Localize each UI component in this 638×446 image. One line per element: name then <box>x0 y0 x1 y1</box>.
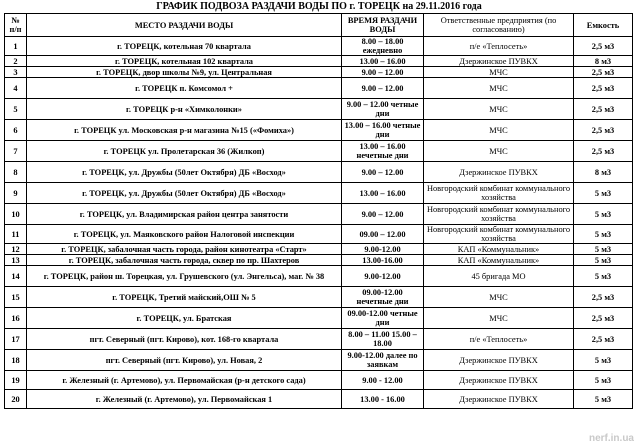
cell-volume: 2,5 м3 <box>574 141 633 162</box>
cell-volume: 5 м3 <box>574 255 633 266</box>
cell-volume: 5 м3 <box>574 371 633 390</box>
cell-num: 5 <box>5 99 27 120</box>
cell-volume: 5 м3 <box>574 204 633 225</box>
cell-org: Новгородский комбинат коммунального хозяйства <box>424 183 574 204</box>
cell-time: 9.00 – 12.00 <box>342 162 424 183</box>
cell-place: г. ТОРЕЦК, район ш. Торецкая, ул. Грушевского (ул. Энгельса), маг. № 38 <box>27 266 342 287</box>
cell-org: МЧС <box>424 99 574 120</box>
cell-org: Дзержинское ПУВКХ <box>424 350 574 371</box>
cell-org: п/е «Теплосеть» <box>424 37 574 56</box>
table-row <box>5 99 633 120</box>
cell-time: 9.00-12.00 далее по заявкам <box>342 350 424 371</box>
cell-volume: 2,5 м3 <box>574 78 633 99</box>
table-row <box>5 67 633 78</box>
table-row <box>5 56 633 67</box>
cell-place: г. ТОРЕЦК п. Комсомол + <box>27 78 342 99</box>
cell-volume: 2,5 м3 <box>574 308 633 329</box>
cell-time: 8.00 – 11.00 15.00 – 18.00 <box>342 329 424 350</box>
cell-place: г. Железный (г. Артемово), ул. Первомайская (р-н детского сада) <box>27 371 342 390</box>
cell-org: МЧС <box>424 67 574 78</box>
cell-org: КАП «Коммунальник» <box>424 244 574 255</box>
watermark: nerf.in.ua <box>588 433 634 444</box>
header-num: № п/п <box>5 14 27 37</box>
table-row <box>5 141 633 162</box>
table-row <box>5 37 633 56</box>
header-place: МЕСТО РАЗДАЧИ ВОДЫ <box>27 14 342 37</box>
cell-time: 9.00 – 12.00 <box>342 78 424 99</box>
cell-num: 15 <box>5 287 27 308</box>
page-title: ГРАФИК ПОДВОЗА РАЗДАЧИ ВОДЫ ПО г. ТОРЕЦК на 29.11.2016 года <box>156 1 482 12</box>
cell-place: г. ТОРЕЦК р-н «Химколонки» <box>27 99 342 120</box>
cell-place: г. ТОРЕЦК, котельная 102 квартала <box>27 56 342 67</box>
cell-num: 9 <box>5 183 27 204</box>
cell-place: г. ТОРЕЦК, ул. Братская <box>27 308 342 329</box>
cell-org: Новгородский комбинат коммунального хозяйства <box>424 204 574 225</box>
table-row <box>5 287 633 308</box>
cell-org: Дзержинское ПУВКХ <box>424 390 574 409</box>
cell-place: г. ТОРЕЦК, ул. Дружбы (50лет Октября) ДБ «Восход» <box>27 183 342 204</box>
cell-volume: 5 м3 <box>574 266 633 287</box>
cell-time: 9.00 – 12.00 четные дни <box>342 99 424 120</box>
cell-org: МЧС <box>424 120 574 141</box>
cell-place: г. ТОРЕЦК, забалочная часть города, район кинотеатра «Старт» <box>27 244 342 255</box>
cell-num: 6 <box>5 120 27 141</box>
table-row <box>5 371 633 390</box>
cell-time: 09.00 – 12.00 <box>342 225 424 244</box>
cell-org: Дзержинское ПУВКХ <box>424 56 574 67</box>
cell-org: Дзержинское ПУВКХ <box>424 162 574 183</box>
cell-volume: 2,5 м3 <box>574 67 633 78</box>
cell-num: 11 <box>5 225 27 244</box>
cell-time: 9.00 – 12.00 <box>342 204 424 225</box>
cell-time: 13.00 – 16.00 <box>342 183 424 204</box>
cell-volume: 2,5 м3 <box>574 287 633 308</box>
cell-place: пгт. Северный (пгт. Кирово), кот. 168-го квартала <box>27 329 342 350</box>
cell-volume: 2,5 м3 <box>574 329 633 350</box>
cell-num: 1 <box>5 37 27 56</box>
cell-volume: 5 м3 <box>574 390 633 409</box>
table-row <box>5 266 633 287</box>
cell-org: п/е «Теплосеть» <box>424 329 574 350</box>
cell-num: 4 <box>5 78 27 99</box>
cell-time: 13.00 - 16.00 <box>342 390 424 409</box>
cell-place: г. ТОРЕЦК, ул. Владимирская район центра занятости <box>27 204 342 225</box>
table-row <box>5 183 633 204</box>
cell-org: 45 бригада МО <box>424 266 574 287</box>
cell-org: КАП «Коммунальник» <box>424 255 574 266</box>
table-header-row <box>5 14 633 37</box>
table-row <box>5 120 633 141</box>
cell-place: г. ТОРЕЦК, котельная 70 квартала <box>27 37 342 56</box>
cell-volume: 5 м3 <box>574 225 633 244</box>
table-row <box>5 78 633 99</box>
cell-num: 20 <box>5 390 27 409</box>
cell-volume: 2,5 м3 <box>574 99 633 120</box>
cell-num: 13 <box>5 255 27 266</box>
cell-place: г. ТОРЕЦК, Третий майский,ОШ № 5 <box>27 287 342 308</box>
cell-volume: 8 м3 <box>574 162 633 183</box>
header-org: Ответственные предприятия (по согласованию) <box>424 14 574 37</box>
cell-place: г. ТОРЕЦК, забалочная часть города, сквер по пр. Шахтеров <box>27 255 342 266</box>
cell-volume: 8 м3 <box>574 56 633 67</box>
cell-time: 9.00 – 12.00 <box>342 67 424 78</box>
cell-place: г. Железный (г. Артемово), ул. Первомайская 1 <box>27 390 342 409</box>
cell-time: 9.00-12.00 <box>342 266 424 287</box>
cell-time: 09.00-12.00 четные дни <box>342 308 424 329</box>
cell-org: МЧС <box>424 141 574 162</box>
water-schedule-table <box>4 13 633 409</box>
cell-num: 8 <box>5 162 27 183</box>
cell-volume: 2,5 м3 <box>574 37 633 56</box>
table-row <box>5 350 633 371</box>
table-row <box>5 390 633 409</box>
table-row <box>5 308 633 329</box>
cell-num: 12 <box>5 244 27 255</box>
cell-time: 13.00 – 16.00 нечетные дни <box>342 141 424 162</box>
cell-org: МЧС <box>424 287 574 308</box>
cell-volume: 5 м3 <box>574 350 633 371</box>
cell-time: 9.00-12.00 <box>342 244 424 255</box>
header-volume: Емкость <box>574 14 633 37</box>
cell-place: г. ТОРЕЦК ул. Московская р-н магазина №15 («Фомиха») <box>27 120 342 141</box>
cell-num: 10 <box>5 204 27 225</box>
cell-org: Дзержинское ПУВКХ <box>424 371 574 390</box>
cell-org: МЧС <box>424 308 574 329</box>
cell-place: г. ТОРЕЦК, ул. Маяковского район Налоговой инспекции <box>27 225 342 244</box>
cell-place: пгт. Северный (пгт. Кирово), ул. Новая, 2 <box>27 350 342 371</box>
cell-num: 7 <box>5 141 27 162</box>
cell-time: 09.00-12.00 нечетные дни <box>342 287 424 308</box>
header-time: ВРЕМЯ РАЗДАЧИ ВОДЫ <box>342 14 424 37</box>
cell-org: Новгородский комбинат коммунального хозяйства <box>424 225 574 244</box>
cell-org: МЧС <box>424 78 574 99</box>
cell-time: 9.00 - 12.00 <box>342 371 424 390</box>
cell-volume: 5 м3 <box>574 183 633 204</box>
cell-place: г. ТОРЕЦК ул. Пролетарская 36 (Жилкоп) <box>27 141 342 162</box>
cell-num: 2 <box>5 56 27 67</box>
cell-num: 3 <box>5 67 27 78</box>
cell-place: г. ТОРЕЦК, ул. Дружбы (50лет Октября) ДБ «Восход» <box>27 162 342 183</box>
cell-time: 13.00 – 16.00 четные дни <box>342 120 424 141</box>
cell-num: 18 <box>5 350 27 371</box>
cell-num: 14 <box>5 266 27 287</box>
cell-volume: 5 м3 <box>574 244 633 255</box>
cell-time: 13.00 – 16.00 <box>342 56 424 67</box>
table-row <box>5 244 633 255</box>
cell-num: 17 <box>5 329 27 350</box>
cell-num: 19 <box>5 371 27 390</box>
table-row <box>5 225 633 244</box>
cell-volume: 2,5 м3 <box>574 120 633 141</box>
table-row <box>5 255 633 266</box>
table-row <box>5 204 633 225</box>
cell-place: г. ТОРЕЦК, двор школы №9, ул. Центральная <box>27 67 342 78</box>
cell-num: 16 <box>5 308 27 329</box>
table-row <box>5 329 633 350</box>
cell-time: 13.00-16.00 <box>342 255 424 266</box>
cell-time: 8.00 – 18.00 ежедневно <box>342 37 424 56</box>
table-row <box>5 162 633 183</box>
